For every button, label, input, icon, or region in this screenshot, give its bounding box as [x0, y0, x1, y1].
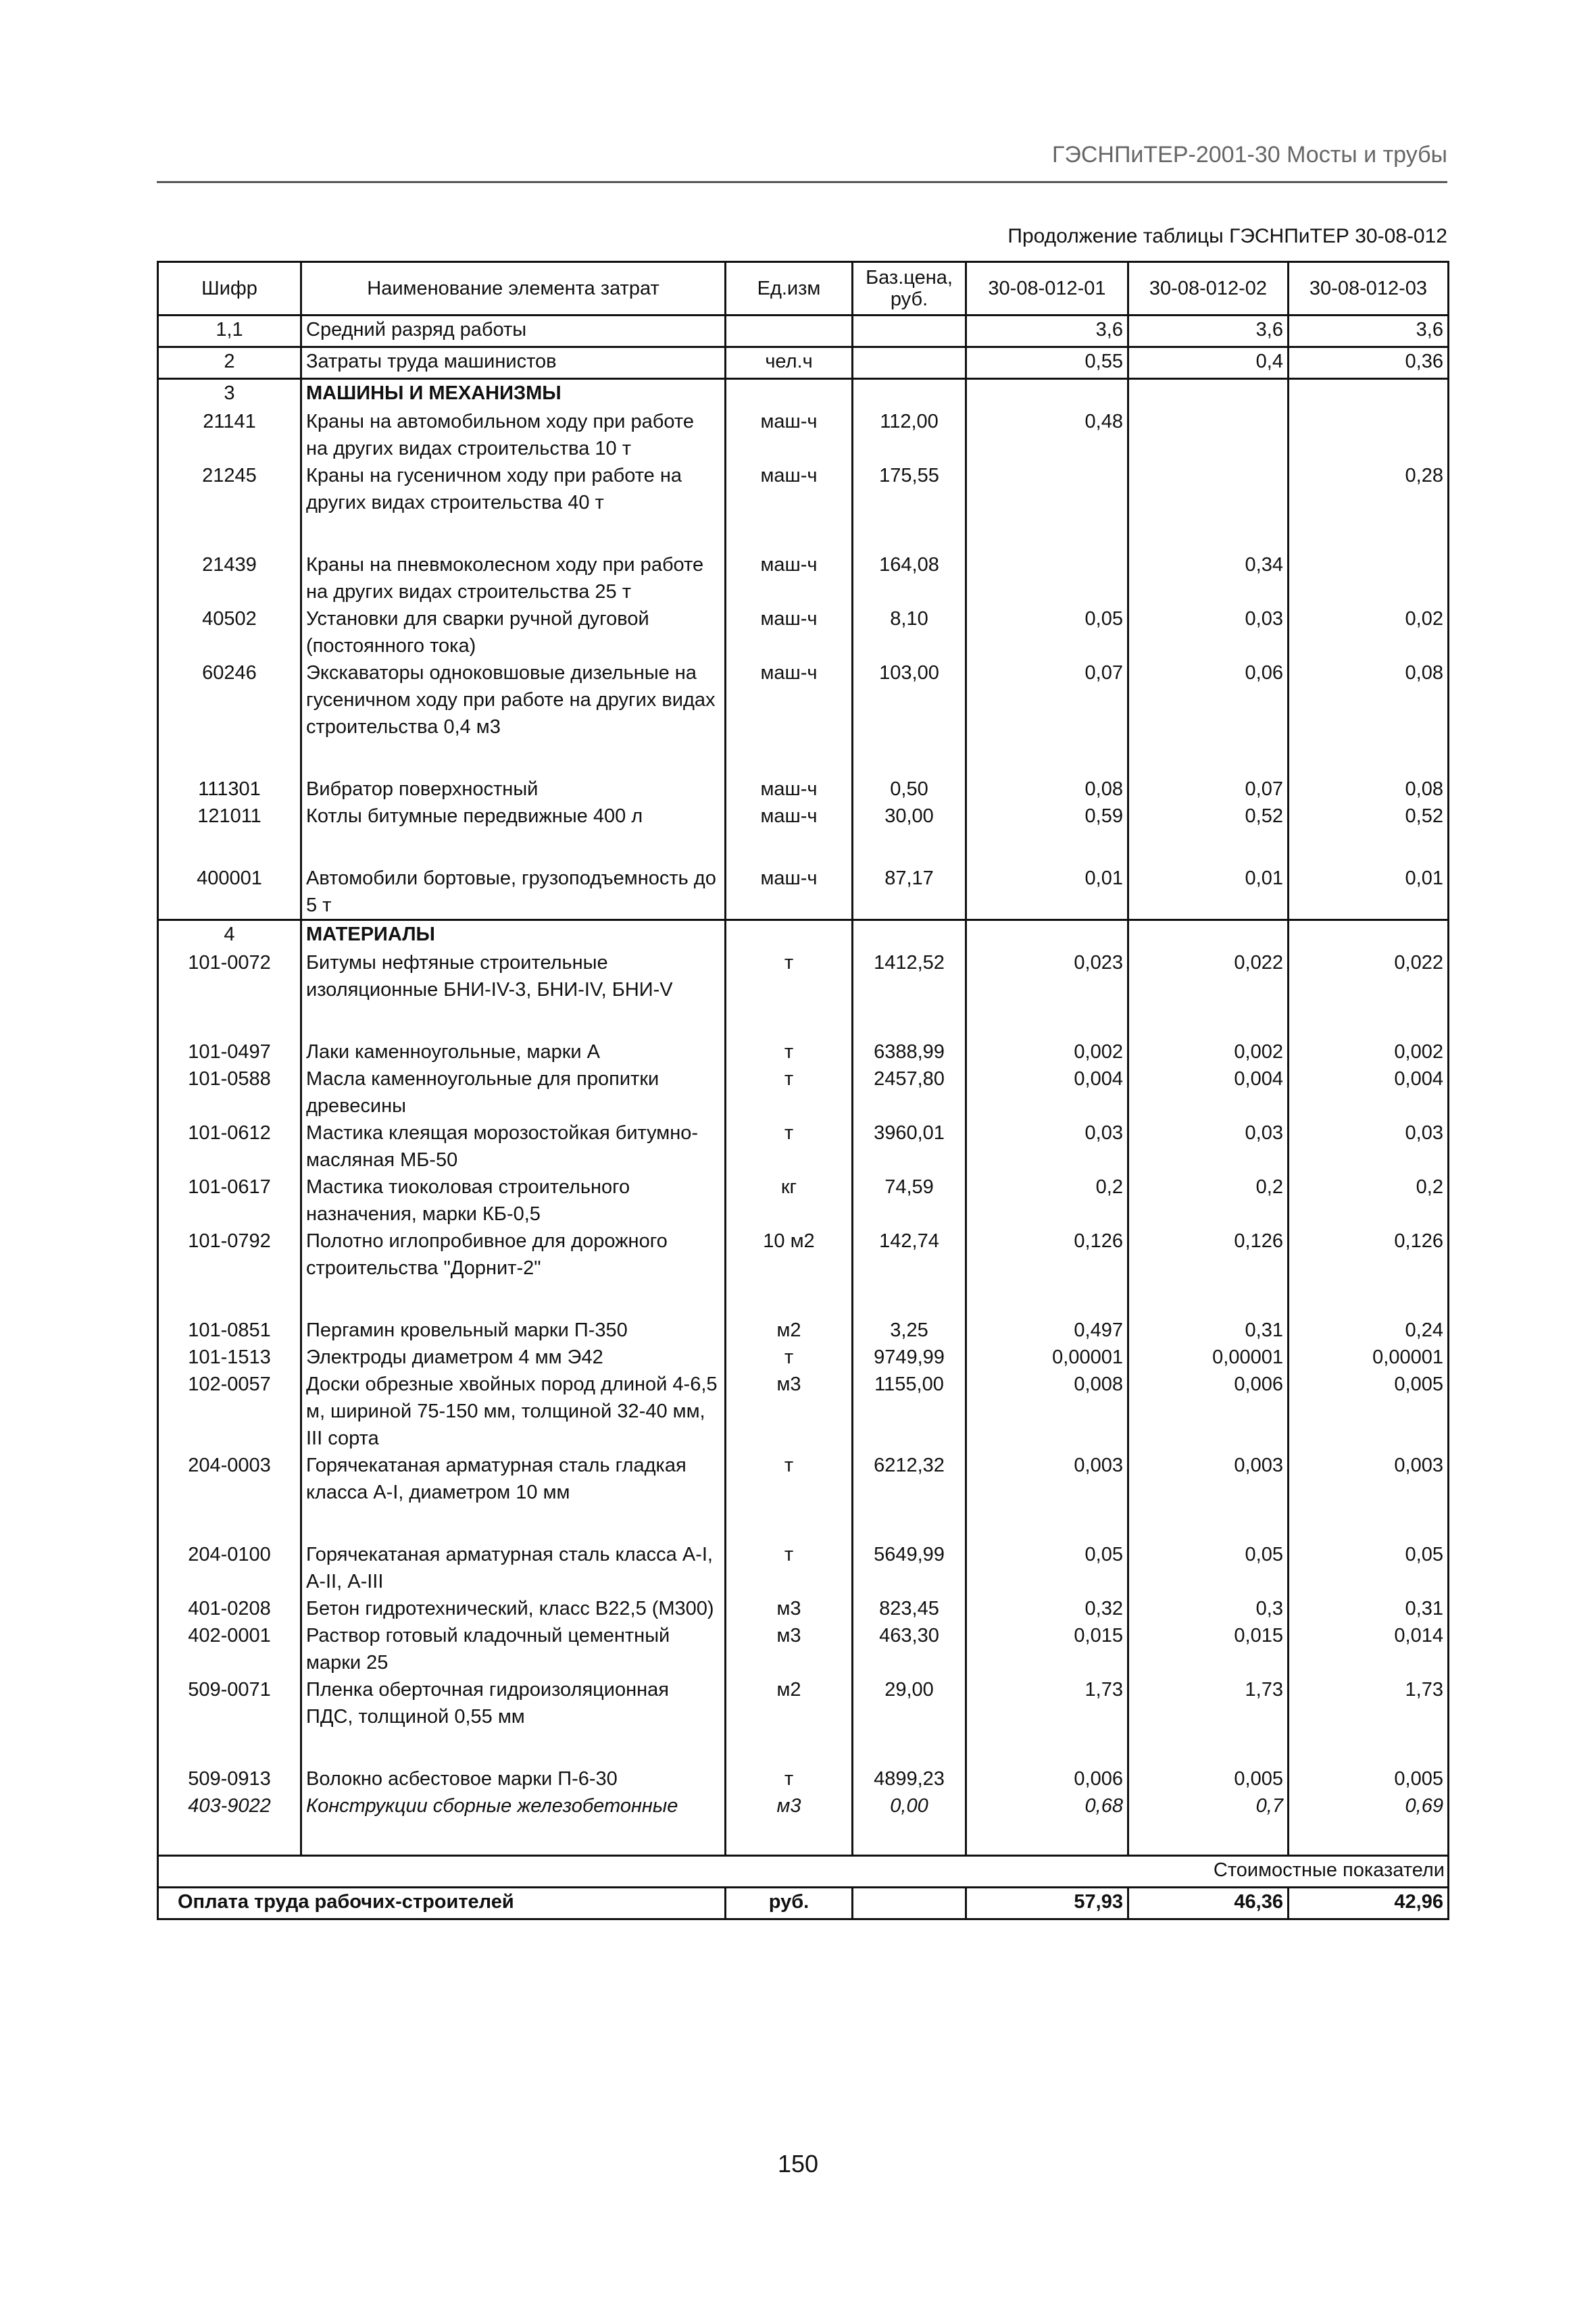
cell-value-3: 0,2 — [1289, 1174, 1449, 1228]
cell-value-3: 0,31 — [1289, 1595, 1449, 1622]
cell-value-2: 0,00001 — [1128, 1344, 1289, 1371]
cell-value-1: 0,05 — [966, 605, 1128, 659]
cell-value-2 — [1128, 408, 1289, 462]
cell-unit: м3 — [726, 1622, 853, 1676]
cell-value-3 — [1289, 408, 1449, 462]
cell-code: 60246 — [158, 659, 301, 740]
page-number: 150 — [777, 2150, 819, 2178]
resource-table — [157, 261, 1449, 1920]
cell-name: Котлы битумные передвижные 400 л — [301, 803, 726, 830]
cell-value-3: 3,6 — [1289, 316, 1449, 347]
cost-indicators-label: Стоимостные показатели — [158, 1856, 1449, 1888]
labor-pay-value-2: 46,36 — [1128, 1888, 1289, 1919]
cell-price: 112,00 — [853, 408, 966, 462]
table-row — [158, 408, 1449, 462]
table-row — [158, 1174, 1449, 1228]
cell-name: Установки для сварки ручной дуговой (постоянного тока) — [301, 605, 726, 659]
table-row — [158, 1228, 1449, 1282]
cell-code: 2 — [158, 347, 301, 379]
cell-price — [853, 316, 966, 347]
cell-value-2: 0,004 — [1128, 1065, 1289, 1120]
cell-price: 823,45 — [853, 1595, 966, 1622]
running-header: ГЭСНПиТЕР-2001-30 Мосты и трубы — [1052, 142, 1447, 168]
cell-value-1: 0,03 — [966, 1120, 1128, 1174]
table-row — [158, 1765, 1449, 1792]
cell-code: 40502 — [158, 605, 301, 659]
cell-code: 401-0208 — [158, 1595, 301, 1622]
cell-name: Конструкции сборные железобетонные — [301, 1792, 726, 1819]
cell-price: 30,00 — [853, 803, 966, 830]
cell-value-3: 0,28 — [1289, 462, 1449, 516]
cell-price: 463,30 — [853, 1622, 966, 1676]
cell-unit: маш-ч — [726, 659, 853, 740]
cell-code: 101-0617 — [158, 1174, 301, 1228]
table-row — [158, 1371, 1449, 1452]
column-header-price: Баз.цена, руб. — [853, 262, 966, 316]
cell-unit: маш-ч — [726, 462, 853, 516]
cell-unit: т — [726, 949, 853, 1003]
cell-value-1: 0,002 — [966, 1038, 1128, 1065]
cell-value-2: 0,002 — [1128, 1038, 1289, 1065]
labor-pay-price — [853, 1888, 966, 1919]
table-row — [158, 659, 1449, 740]
cell-value-3: 0,002 — [1289, 1038, 1449, 1065]
cell-name: Горячекатаная арматурная сталь класса А-I, А-II, А-III — [301, 1541, 726, 1595]
cell-unit: чел.ч — [726, 347, 853, 379]
cell-name: Пленка оберточная гидроизоляционная ПДС, толщиной 0,55 мм — [301, 1676, 726, 1730]
cell-unit: маш-ч — [726, 865, 853, 920]
cell-code: 121011 — [158, 803, 301, 830]
table-row — [158, 1344, 1449, 1371]
cell-value-3: 0,24 — [1289, 1317, 1449, 1344]
cell-value-1: 0,07 — [966, 659, 1128, 740]
cell-value-3: 1,73 — [1289, 1676, 1449, 1730]
cell-code: 21439 — [158, 551, 301, 605]
cell-name: Доски обрезные хвойных пород длиной 4-6,5 м, шириной 75-150 мм, толщиной 32-40 мм, III сорта — [301, 1371, 726, 1452]
cell-value-1: 0,497 — [966, 1317, 1128, 1344]
cell-name: Бетон гидротехнический, класс В22,5 (М300) — [301, 1595, 726, 1622]
spacer-row — [158, 740, 1449, 776]
table-header-row — [158, 262, 1449, 316]
cell-value-2: 3,6 — [1128, 316, 1289, 347]
cell-price: 9749,99 — [853, 1344, 966, 1371]
cell-unit: маш-ч — [726, 776, 853, 803]
cell-value-1: 1,73 — [966, 1676, 1128, 1730]
cell-name: Мастика клеящая морозостойкая битумно-масляная МБ-50 — [301, 1120, 726, 1174]
labor-pay-unit: руб. — [726, 1888, 853, 1919]
table-row — [158, 1038, 1449, 1065]
cell-value-3: 0,005 — [1289, 1371, 1449, 1452]
cell-value-1: 0,023 — [966, 949, 1128, 1003]
labor-pay-row — [158, 1888, 1449, 1919]
cell-value-3: 0,014 — [1289, 1622, 1449, 1676]
cell-code: 101-0588 — [158, 1065, 301, 1120]
cell-name: Пергамин кровельный марки П-350 — [301, 1317, 726, 1344]
cost-indicators-row — [158, 1856, 1449, 1888]
section-title: МАТЕРИАЛЫ — [301, 920, 726, 950]
table-row — [158, 1065, 1449, 1120]
cell-value-2: 0,006 — [1128, 1371, 1289, 1452]
cell-value-2: 0,06 — [1128, 659, 1289, 740]
column-header-unit: Ед.изм — [726, 262, 853, 316]
cell-unit: т — [726, 1541, 853, 1595]
cell-value-1: 0,004 — [966, 1065, 1128, 1120]
table-row — [158, 1676, 1449, 1730]
cell-unit: м3 — [726, 1371, 853, 1452]
cell-value-3: 0,00001 — [1289, 1344, 1449, 1371]
cell-code: 101-0072 — [158, 949, 301, 1003]
table-row — [158, 551, 1449, 605]
column-header-name: Наименование элемента затрат — [301, 262, 726, 316]
cell-unit: м2 — [726, 1317, 853, 1344]
cell-value-1: 0,55 — [966, 347, 1128, 379]
cell-name: Вибратор поверхностный — [301, 776, 726, 803]
column-header-code: Шифр — [158, 262, 301, 316]
cell-code: 21141 — [158, 408, 301, 462]
table-row — [158, 1120, 1449, 1174]
cell-value-3: 0,01 — [1289, 865, 1449, 920]
cell-unit: 10 м2 — [726, 1228, 853, 1282]
cell-unit: т — [726, 1765, 853, 1792]
cell-name: Волокно асбестовое марки П-6-30 — [301, 1765, 726, 1792]
cell-value-1: 0,32 — [966, 1595, 1128, 1622]
cell-price: 6212,32 — [853, 1452, 966, 1506]
cell-value-1: 0,01 — [966, 865, 1128, 920]
table-row — [158, 605, 1449, 659]
cell-price: 3960,01 — [853, 1120, 966, 1174]
cell-unit: т — [726, 1452, 853, 1506]
cell-price: 0,00 — [853, 1792, 966, 1819]
cell-value-2: 0,022 — [1128, 949, 1289, 1003]
cell-name: Экскаваторы одноковшовые дизельные на гусеничном ходу при работе на других видах строительства 0,4 м3 — [301, 659, 726, 740]
cell-value-2: 0,7 — [1128, 1792, 1289, 1819]
cell-unit: т — [726, 1065, 853, 1120]
cell-code: 509-0913 — [158, 1765, 301, 1792]
cell-price: 1412,52 — [853, 949, 966, 1003]
cell-name: Краны на автомобильном ходу при работе на других видах строительства 10 т — [301, 408, 726, 462]
cell-value-1: 0,015 — [966, 1622, 1128, 1676]
cell-unit: т — [726, 1038, 853, 1065]
cell-value-1: 0,00001 — [966, 1344, 1128, 1371]
cell-price: 6388,99 — [853, 1038, 966, 1065]
cell-unit: кг — [726, 1174, 853, 1228]
cell-value-1: 0,68 — [966, 1792, 1128, 1819]
cell-value-3: 0,69 — [1289, 1792, 1449, 1819]
cell-value-3: 0,52 — [1289, 803, 1449, 830]
table-row — [158, 776, 1449, 803]
cell-value-3: 0,022 — [1289, 949, 1449, 1003]
cell-value-3: 0,08 — [1289, 776, 1449, 803]
spacer-row — [158, 830, 1449, 865]
cell-price: 29,00 — [853, 1676, 966, 1730]
cell-unit: маш-ч — [726, 803, 853, 830]
cell-code: 101-0612 — [158, 1120, 301, 1174]
cell-name: Горячекатаная арматурная сталь гладкая класса А-I, диаметром 10 мм — [301, 1452, 726, 1506]
header-rule — [157, 181, 1447, 183]
cell-value-3: 0,36 — [1289, 347, 1449, 379]
cell-unit: м3 — [726, 1595, 853, 1622]
cell-name: Лаки каменноугольные, марки А — [301, 1038, 726, 1065]
cell-value-1: 3,6 — [966, 316, 1128, 347]
cell-price: 87,17 — [853, 865, 966, 920]
cell-name: Раствор готовый кладочный цементный марки 25 — [301, 1622, 726, 1676]
cell-price: 0,50 — [853, 776, 966, 803]
table-row — [158, 1622, 1449, 1676]
cell-value-3 — [1289, 551, 1449, 605]
cell-value-3: 0,126 — [1289, 1228, 1449, 1282]
cell-value-1: 0,006 — [966, 1765, 1128, 1792]
labor-pay-value-1: 57,93 — [966, 1888, 1128, 1919]
column-header-c3: 30-08-012-03 — [1289, 262, 1449, 316]
cell-value-2: 0,3 — [1128, 1595, 1289, 1622]
cell-value-3: 0,08 — [1289, 659, 1449, 740]
cell-value-2: 0,2 — [1128, 1174, 1289, 1228]
cell-price: 3,25 — [853, 1317, 966, 1344]
cell-code: 403-9022 — [158, 1792, 301, 1819]
cell-unit: м3 — [726, 1792, 853, 1819]
table-row — [158, 1595, 1449, 1622]
cell-unit: м2 — [726, 1676, 853, 1730]
cell-value-3: 0,03 — [1289, 1120, 1449, 1174]
section-title: МАШИНЫ И МЕХАНИЗМЫ — [301, 379, 726, 409]
cell-value-2: 0,05 — [1128, 1541, 1289, 1595]
cell-price: 5649,99 — [853, 1541, 966, 1595]
cell-value-2: 1,73 — [1128, 1676, 1289, 1730]
labor-pay-label: Оплата труда рабочих-строителей — [158, 1888, 726, 1919]
cell-name: Масла каменноугольные для пропитки древесины — [301, 1065, 726, 1120]
cell-value-2: 0,005 — [1128, 1765, 1289, 1792]
cell-price — [853, 347, 966, 379]
cell-price: 8,10 — [853, 605, 966, 659]
cell-code: 111301 — [158, 776, 301, 803]
table-row — [158, 1452, 1449, 1506]
cell-price: 2457,80 — [853, 1065, 966, 1120]
cell-value-2: 0,31 — [1128, 1317, 1289, 1344]
spacer-row — [158, 1282, 1449, 1317]
cell-value-2: 0,4 — [1128, 347, 1289, 379]
cell-value-1: 0,48 — [966, 408, 1128, 462]
cell-name: Битумы нефтяные строительные изоляционные БНИ-IV-3, БНИ-IV, БНИ-V — [301, 949, 726, 1003]
column-header-c2: 30-08-012-02 — [1128, 262, 1289, 316]
cell-value-3: 0,003 — [1289, 1452, 1449, 1506]
cell-code: 101-0497 — [158, 1038, 301, 1065]
cell-code: 1,1 — [158, 316, 301, 347]
cell-price: 4899,23 — [853, 1765, 966, 1792]
table-row — [158, 1541, 1449, 1595]
cell-value-2: 0,34 — [1128, 551, 1289, 605]
cell-value-3: 0,004 — [1289, 1065, 1449, 1120]
cell-value-1 — [966, 551, 1128, 605]
cell-price: 1155,00 — [853, 1371, 966, 1452]
cell-value-1: 0,2 — [966, 1174, 1128, 1228]
table-row — [158, 949, 1449, 1003]
cell-name: Затраты труда машинистов — [301, 347, 726, 379]
cell-code: 102-0057 — [158, 1371, 301, 1452]
cell-value-1: 0,003 — [966, 1452, 1128, 1506]
cell-value-1: 0,008 — [966, 1371, 1128, 1452]
spacer-row — [158, 1819, 1449, 1856]
spacer-row — [158, 516, 1449, 551]
cell-price: 103,00 — [853, 659, 966, 740]
cell-value-3: 0,005 — [1289, 1765, 1449, 1792]
cell-price: 164,08 — [853, 551, 966, 605]
cell-value-1 — [966, 462, 1128, 516]
section-row — [158, 920, 1449, 950]
spacer-row — [158, 1003, 1449, 1038]
cell-name: Электроды диаметром 4 мм Э42 — [301, 1344, 726, 1371]
cell-value-2: 0,01 — [1128, 865, 1289, 920]
cell-code: 204-0100 — [158, 1541, 301, 1595]
cell-unit — [726, 316, 853, 347]
cell-name: Краны на гусеничном ходу при работе на других видах строительства 40 т — [301, 462, 726, 516]
cell-value-2: 0,07 — [1128, 776, 1289, 803]
cell-value-2: 0,03 — [1128, 605, 1289, 659]
table-row — [158, 347, 1449, 379]
spacer-row — [158, 1506, 1449, 1541]
cell-value-3: 0,02 — [1289, 605, 1449, 659]
cell-unit: т — [726, 1344, 853, 1371]
cell-price: 175,55 — [853, 462, 966, 516]
cell-value-1: 0,05 — [966, 1541, 1128, 1595]
cell-code: 4 — [158, 920, 301, 950]
table-row — [158, 1792, 1449, 1819]
cell-code: 204-0003 — [158, 1452, 301, 1506]
spacer-row — [158, 1730, 1449, 1765]
table-row — [158, 316, 1449, 347]
cell-value-2: 0,52 — [1128, 803, 1289, 830]
cell-value-2: 0,03 — [1128, 1120, 1289, 1174]
cell-code: 101-0792 — [158, 1228, 301, 1282]
section-row — [158, 379, 1449, 409]
cell-value-3: 0,05 — [1289, 1541, 1449, 1595]
cell-unit: маш-ч — [726, 605, 853, 659]
cell-code: 400001 — [158, 865, 301, 920]
cell-unit: маш-ч — [726, 551, 853, 605]
cell-name: Средний разряд работы — [301, 316, 726, 347]
cell-code: 21245 — [158, 462, 301, 516]
cell-price: 74,59 — [853, 1174, 966, 1228]
cell-value-1: 0,126 — [966, 1228, 1128, 1282]
cell-value-2: 0,003 — [1128, 1452, 1289, 1506]
cell-code: 101-1513 — [158, 1344, 301, 1371]
table-row — [158, 865, 1449, 920]
cell-code: 509-0071 — [158, 1676, 301, 1730]
table-row — [158, 803, 1449, 830]
labor-pay-value-3: 42,96 — [1289, 1888, 1449, 1919]
column-header-c1: 30-08-012-01 — [966, 262, 1128, 316]
cell-unit: маш-ч — [726, 408, 853, 462]
table-row — [158, 462, 1449, 516]
cell-price: 142,74 — [853, 1228, 966, 1282]
cell-name: Мастика тиоколовая строительного назначения, марки КБ-0,5 — [301, 1174, 726, 1228]
table-row — [158, 1317, 1449, 1344]
cell-code: 3 — [158, 379, 301, 409]
cell-name: Полотно иглопробивное для дорожного строительства "Дорнит-2" — [301, 1228, 726, 1282]
cell-code: 402-0001 — [158, 1622, 301, 1676]
cell-value-2: 0,015 — [1128, 1622, 1289, 1676]
cell-value-2: 0,126 — [1128, 1228, 1289, 1282]
cell-value-2 — [1128, 462, 1289, 516]
cell-name: Автомобили бортовые, грузоподъемность до 5 т — [301, 865, 726, 920]
cell-unit: т — [726, 1120, 853, 1174]
cell-name: Краны на пневмоколесном ходу при работе на других видах строительства 25 т — [301, 551, 726, 605]
cell-value-1: 0,08 — [966, 776, 1128, 803]
cell-value-1: 0,59 — [966, 803, 1128, 830]
table-caption: Продолжение таблицы ГЭСНПиТЕР 30-08-012 — [1007, 225, 1447, 247]
cell-code: 101-0851 — [158, 1317, 301, 1344]
